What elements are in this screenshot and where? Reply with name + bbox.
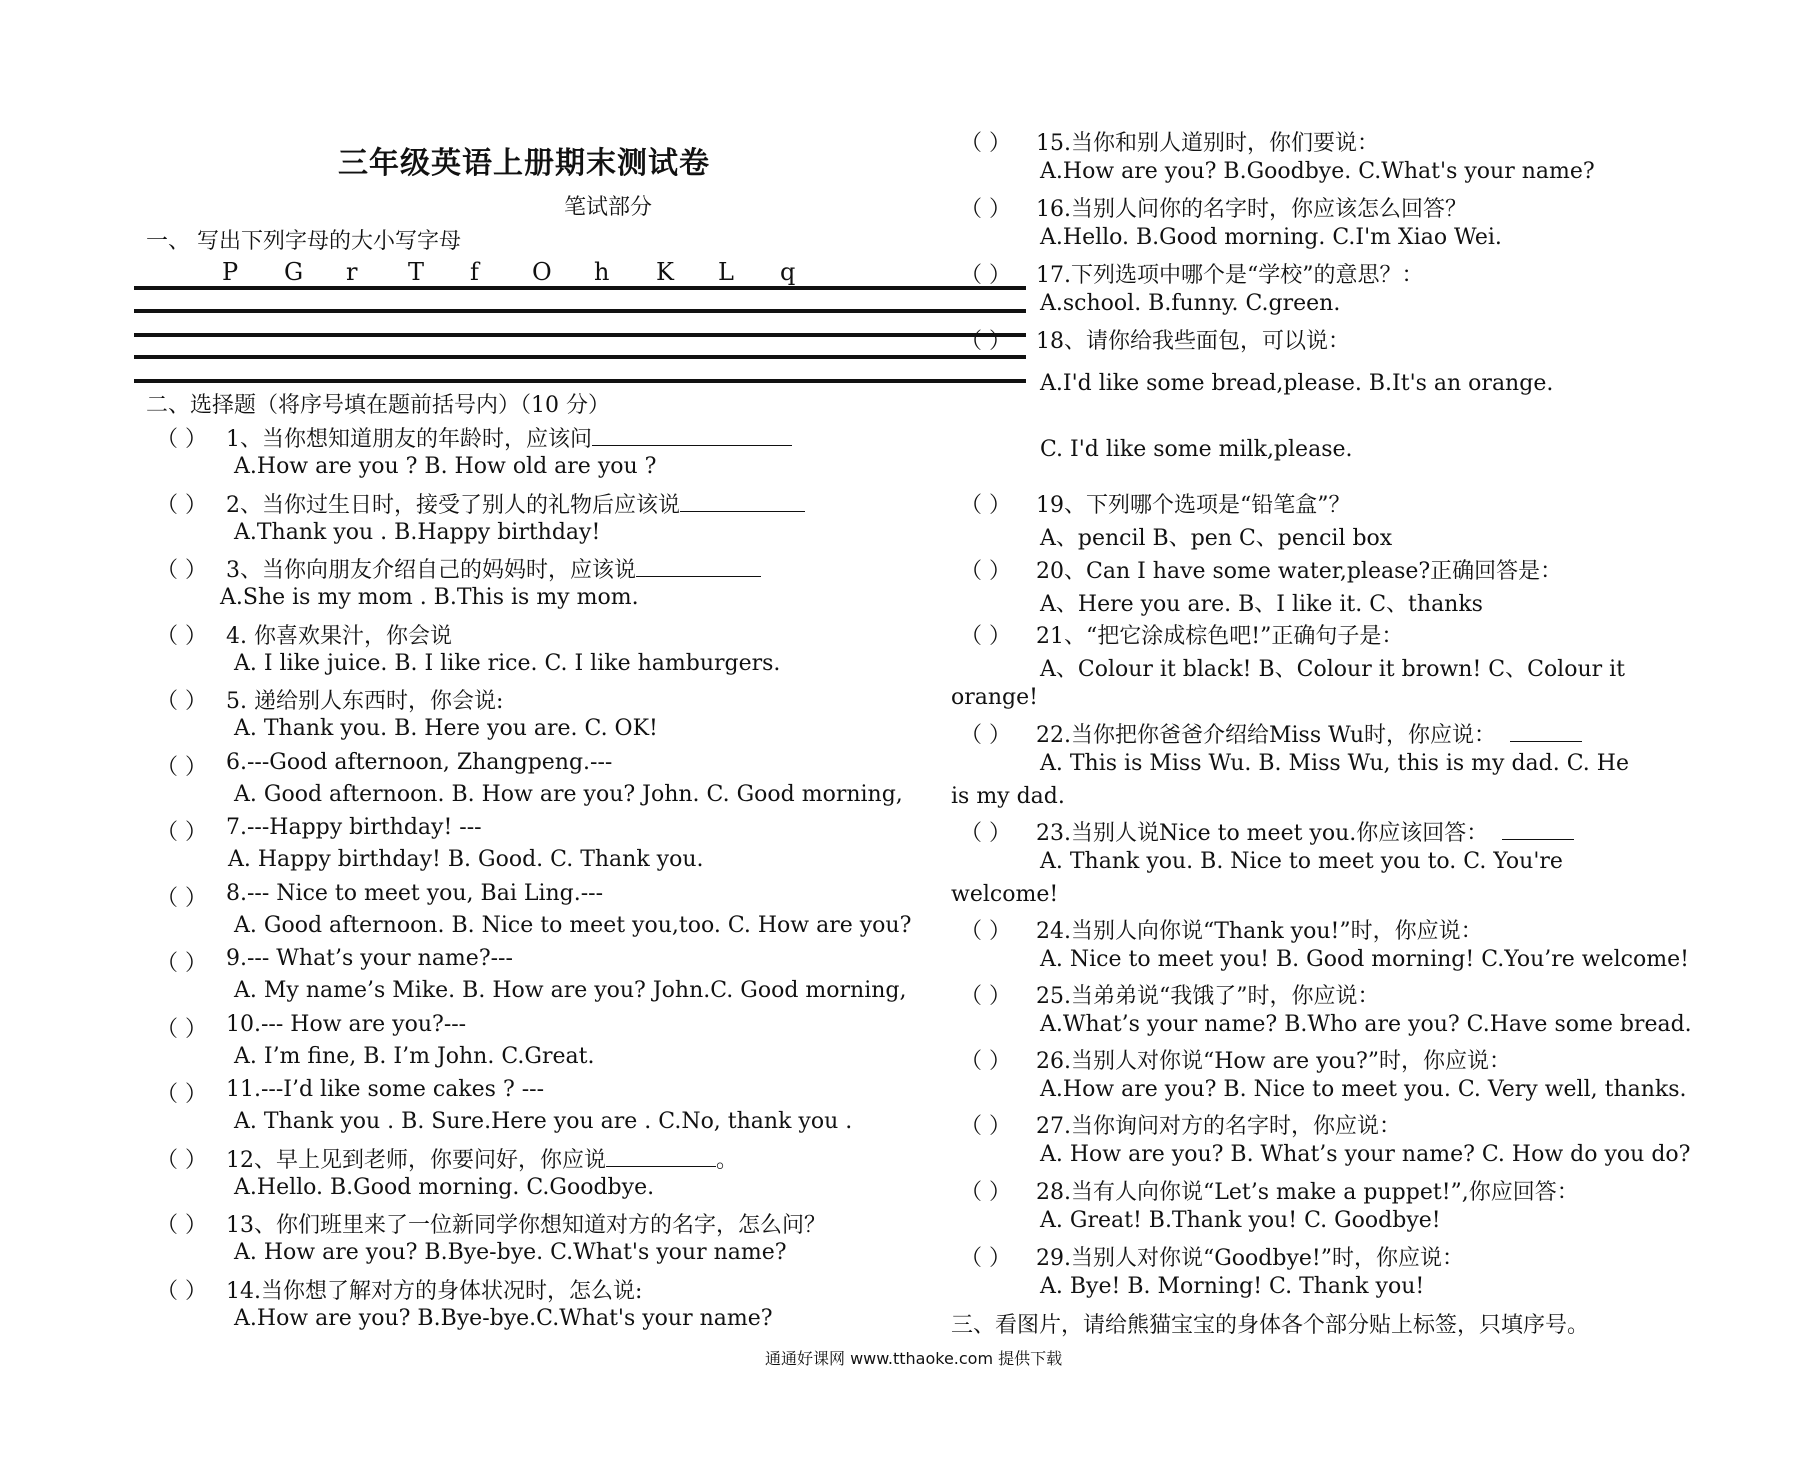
question-text <box>226 1274 642 1305</box>
question-text <box>1036 914 1483 945</box>
answer-blank[interactable] <box>680 493 805 512</box>
answer-bracket[interactable]: （ ） <box>156 820 207 845</box>
option-line-continued: orange! <box>951 685 1038 710</box>
question-prompt: 15.当你和别人道别时，你们要说： <box>1036 131 1379 156</box>
option-line: A. Great! B.Thank you! C. Goodbye! <box>1040 1208 1441 1233</box>
question-text <box>1036 718 1582 749</box>
answer-bracket[interactable]: （ ） <box>960 1246 1011 1271</box>
section3-heading: 三、看图片，请给熊猫宝宝的身体各个部分贴上标签，只填序号。 <box>951 1313 1590 1338</box>
option-line: A.How are you? B. Nice to meet you. C. Very well, thanks. <box>1040 1077 1687 1102</box>
option-line: A. Nice to meet you! B. Good morning! C.You’re welcome! <box>1040 947 1689 972</box>
question-prompt: 23.当别人说Nice to meet you.你应该回答： <box>1036 821 1489 846</box>
question-text <box>1036 1241 1464 1272</box>
option-line: A.Hello. B.Good morning. C.I'm Xiao Wei. <box>1040 225 1502 250</box>
option-line: A. My name’s Mike. B. How are you? John.C. Good morning, <box>234 978 907 1003</box>
answer-bracket[interactable]: （ ） <box>156 623 207 649</box>
answer-bracket[interactable]: （ ） <box>156 1016 207 1042</box>
question-prompt: 11.---I’d like some cakes ? --- <box>226 1077 545 1102</box>
answer-bracket[interactable]: （ ） <box>960 1180 1011 1205</box>
option-line: A. Happy birthday! B. Good. C. Thank you. <box>228 847 704 872</box>
question-text <box>1036 258 1423 289</box>
option-line: A. How are you? B. What’s your name? C. How do you do? <box>1040 1142 1691 1167</box>
option-line: A. Thank you. B. Here you are. C. OK! <box>234 716 658 741</box>
letter-item: h <box>594 258 610 286</box>
option-line: A.How are you ? B. How old are you ? <box>234 454 657 479</box>
question-prompt: 12、早上见到老师，你要问好，你应说 <box>226 1147 606 1173</box>
answer-blank[interactable] <box>592 427 792 446</box>
answer-bracket[interactable]: （ ） <box>960 1049 1011 1074</box>
question-prompt: 24.当别人向你说“Thank you!”时，你应说： <box>1036 919 1483 944</box>
writing-line <box>134 286 1026 290</box>
question-text <box>226 488 805 519</box>
letter-item: P <box>222 258 239 286</box>
option-line: A.I'd like some bread,please. B.It's an orange. <box>1040 371 1554 396</box>
question-text <box>226 946 513 971</box>
answer-blank[interactable] <box>606 1148 716 1167</box>
option-line: A. Good afternoon. B. How are you? John. C. Good morning, <box>234 781 903 807</box>
answer-bracket[interactable]: （ ） <box>960 821 1011 846</box>
answer-blank[interactable] <box>1502 821 1574 840</box>
question-prompt: 1、当你想知道朋友的年龄时，应该问 <box>226 427 592 452</box>
question-prompt: 6.---Good afternoon, Zhangpeng.--- <box>226 749 613 775</box>
question-text <box>226 1077 544 1102</box>
question-prompt: 26.当别人对你说“How are you?”时，你应说： <box>1036 1049 1512 1074</box>
answer-bracket[interactable]: （ ） <box>156 1278 207 1304</box>
section1-heading: 一、 写出下列字母的大小写字母 <box>146 229 461 254</box>
question-text <box>1036 1044 1511 1075</box>
question-prompt: 3、当你向朋友介绍自己的妈妈时，应该说 <box>226 558 636 583</box>
question-text <box>1036 619 1403 650</box>
writing-line <box>134 355 1026 359</box>
answer-bracket[interactable]: （ ） <box>960 1114 1011 1139</box>
letter-item: L <box>718 258 734 286</box>
page-subtitle: 笔试部分 <box>564 195 653 220</box>
question-text <box>1036 488 1351 519</box>
question-text <box>226 1143 738 1174</box>
question-prompt: 16.当别人问你的名字时，你应该怎么回答？ <box>1036 197 1467 222</box>
question-prompt: 22.当你把你爸爸介绍给Miss Wu时，你应说： <box>1036 723 1497 748</box>
question-text <box>1036 1109 1401 1140</box>
answer-bracket[interactable]: （ ） <box>960 984 1011 1009</box>
option-line: A、Colour it black! B、Colour it brown! C、Colour it <box>1040 657 1626 682</box>
question-prompt: 27.当你询问对方的名字时，你应说： <box>1036 1114 1401 1139</box>
question-text <box>1036 324 1350 355</box>
option-line: A. I like juice. B. I like rice. C. I like hamburgers. <box>234 650 781 676</box>
question-prompt: 10.--- How are you?--- <box>226 1011 467 1037</box>
option-line: A.How are you? B.Bye-bye.C.What's your name? <box>234 1305 773 1331</box>
question-prompt: 5. 递给别人东西时，你会说: <box>226 689 504 714</box>
option-line: A.She is my mom . B.This is my mom. <box>220 585 639 610</box>
option-line: A.Hello. B.Good morning. C.Goodbye. <box>234 1174 655 1200</box>
question-text <box>1036 1175 1579 1206</box>
answer-bracket[interactable]: （ ） <box>156 558 207 583</box>
question-prompt: 9.--- What’s your name?--- <box>226 946 513 971</box>
option-line: A. How are you? B.Bye-bye. C.What's your name? <box>234 1240 787 1265</box>
answer-bracket[interactable]: （ ） <box>156 427 207 452</box>
question-prompt: 13、你们班里来了一位新同学你想知道对方的名字，怎么问？ <box>226 1213 826 1238</box>
question-text <box>1036 979 1379 1010</box>
answer-bracket[interactable]: （ ） <box>156 1213 207 1238</box>
question-prompt: 18、请你给我些面包，可以说： <box>1036 329 1350 354</box>
option-line: A. Thank you. B. Nice to meet you to. C. You're <box>1040 849 1563 874</box>
question-prompt: 8.--- Nice to meet you, Bai Ling.--- <box>226 880 604 906</box>
answer-bracket[interactable]: （ ） <box>960 493 1011 518</box>
option-line-continued: welcome! <box>951 882 1059 907</box>
question-text <box>226 1012 466 1037</box>
writing-line <box>134 379 1026 383</box>
question-text <box>226 553 761 584</box>
question-text <box>226 619 452 650</box>
answer-bracket[interactable]: （ ） <box>960 723 1011 748</box>
question-text <box>226 881 603 906</box>
option-line: A. This is Miss Wu. B. Miss Wu, this is my dad. C. He <box>1040 751 1629 776</box>
letter-item: f <box>470 258 479 286</box>
answer-bracket[interactable]: （ ） <box>156 754 207 780</box>
writing-line <box>134 333 1026 337</box>
question-prompt: 17.下列选项中哪个是“学校”的意思？： <box>1036 263 1424 288</box>
answer-bracket[interactable]: （ ） <box>960 919 1011 944</box>
question-text <box>1036 816 1574 847</box>
answer-bracket[interactable]: （ ） <box>960 329 1011 354</box>
answer-bracket[interactable]: （ ） <box>960 263 1011 288</box>
section2-heading: 二、选择题（将序号填在题前括号内）（10 分） <box>146 393 610 418</box>
question-text <box>1036 192 1467 223</box>
letter-item: K <box>656 258 674 286</box>
question-prompt: 7.---Happy birthday! --- <box>226 815 482 840</box>
option-line: A.school. B.funny. C.green. <box>1040 291 1341 316</box>
option-line-continued: is my dad. <box>951 784 1065 809</box>
footer-source: 通通好课网 www.tthaoke.com 提供下载 <box>765 1349 1063 1368</box>
letter-item: q <box>780 258 796 286</box>
letter-item: O <box>532 258 552 286</box>
question-prompt: 19、下列哪个选项是“铅笔盒”？ <box>1036 493 1351 518</box>
option-line: A.Thank you . B.Happy birthday! <box>234 519 601 545</box>
letter-item: T <box>408 258 425 286</box>
option-line: A.What’s your name? B.Who are you? C.Have some bread. <box>1040 1012 1692 1037</box>
question-prompt: 28.当有人向你说“Let’s make a puppet!”,你应回答： <box>1036 1180 1579 1205</box>
answer-bracket[interactable]: （ ） <box>960 624 1011 649</box>
question-prompt: 25.当弟弟说“我饿了”时，你应说： <box>1036 984 1380 1009</box>
question-text <box>226 1208 826 1239</box>
option-line: A. Thank you . B. Sure.Here you are . C.No, thank you . <box>234 1109 853 1134</box>
option-line: A. Bye! B. Morning! C. Thank you! <box>1040 1274 1425 1299</box>
option-line: A.How are you? B.Goodbye. C.What's your name? <box>1040 159 1595 184</box>
answer-bracket[interactable]: （ ） <box>156 689 207 714</box>
page-title: 三年级英语上册期末测试卷 <box>338 146 710 181</box>
answer-bracket[interactable]: （ ） <box>156 492 207 518</box>
question-prompt: 4. 你喜欢果汁，你会说 <box>226 623 452 649</box>
answer-bracket[interactable]: （ ） <box>156 951 207 976</box>
option-line: A、pencil B、pen C、pencil box <box>1040 526 1393 551</box>
question-prompt: 14.当你想了解对方的身体状况时，怎么说: <box>226 1278 643 1304</box>
answer-bracket[interactable]: （ ） <box>960 131 1011 156</box>
answer-blank[interactable] <box>1510 723 1582 742</box>
answer-bracket[interactable]: （ ） <box>960 197 1011 222</box>
question-prompt: 20、Can I have some water,please?正确回答是： <box>1036 559 1563 584</box>
question-text <box>226 422 792 453</box>
answer-bracket[interactable]: （ ） <box>156 1082 207 1107</box>
writing-line <box>134 309 1026 313</box>
answer-bracket[interactable]: （ ） <box>156 885 207 911</box>
option-line: A. I’m fine, B. I’m John. C.Great. <box>234 1043 595 1069</box>
question-prompt: 29.当别人对你说“Goodbye!”时，你应说： <box>1036 1246 1465 1271</box>
letter-item: r <box>346 258 358 286</box>
option-line: A. Good afternoon. B. Nice to meet you,too. C. How are you? <box>234 912 912 938</box>
answer-bracket[interactable]: （ ） <box>156 1147 207 1173</box>
question-text <box>226 684 503 715</box>
question-text <box>226 750 612 775</box>
question-text <box>1036 126 1379 157</box>
question-prompt: 21、“把它涂成棕色吧!”正确句子是： <box>1036 624 1404 649</box>
question-prompt: 2、当你过生日时，接受了别人的礼物后应该说 <box>226 492 680 518</box>
letter-list <box>222 258 842 286</box>
answer-bracket[interactable]: （ ） <box>960 559 1011 584</box>
option-line: A、Here you are. B、I like it. C、thanks <box>1040 592 1483 617</box>
question-text <box>226 815 482 840</box>
answer-blank[interactable] <box>636 558 761 577</box>
question-tail: 。 <box>716 1147 739 1173</box>
letter-item: G <box>284 258 304 286</box>
question-text <box>1036 554 1562 585</box>
option-line: C. I'd like some milk,please. <box>1040 437 1353 462</box>
